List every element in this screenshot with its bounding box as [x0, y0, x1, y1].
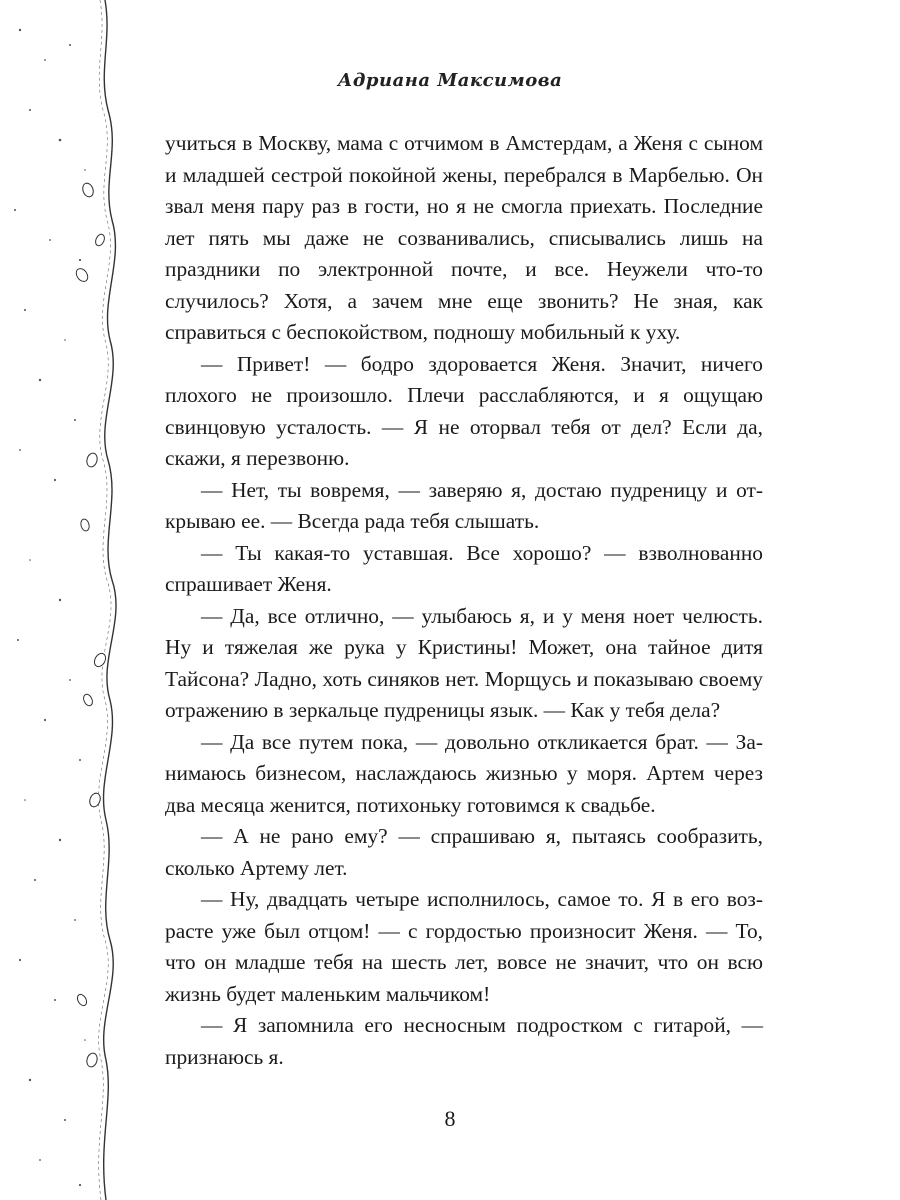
body-text: [165, 128, 763, 1073]
paragraph: — Я запомнила его несносным подростком с гитарой, — признаюсь я.: [165, 1013, 763, 1069]
decorative-seashore-border: [0, 0, 150, 1200]
paragraph: учиться в Москву, мама с отчимом в Амстердам, а Женя с сыном и младшей сестрой покойной жены, перебрался в Марбелью. Он звал меня пару раз в гости, но я не смогла приехать. Последние лет пять мы даже не созванивались, списывались лишь на праздники по электронной почте, и все. Неужели что-то случилось? Хотя, а зачем мне еще звонить? Не зная, как справиться с беспокойством, подношу мобильный к уху.: [165, 131, 763, 344]
shell-icons: [74, 182, 108, 1068]
paragraph: — А не рано ему? — спрашиваю я, пытаясь сообразить, сколько Артему лет.: [165, 824, 763, 880]
running-header-author: Адриана Максимова: [337, 70, 563, 91]
paragraph: — Нет, ты вовремя, — заверяю я, достаю пудреницу и открываю ее. — Всегда рада тебя слышать.: [165, 477, 763, 533]
shoreline-wave: [104, 0, 117, 1200]
paragraph: — Да, все отлично, — улыбаюсь я, и у меня ноет челюсть. Ну и тяжелая же рука у Кристины! Может, она тайное дитя Тайсона? Ладно, хоть синяков нет. Морщусь и показываю своему отражению в зеркальце пудреницы язык. — Как у тебя дела?: [165, 603, 763, 722]
paragraph: — Да все путем пока, — довольно откликается брат. — Занимаюсь бизнесом, наслаждаюсь жизнью у моря. Артем через два месяца женится, потихоньку готовимся к свадьбе.: [165, 729, 763, 817]
paragraph: — Привет! — бодро здоровается Женя. Значит, ничего плохого не произошло. Плечи расслабляются, и я ощущаю свинцовую усталость. — Я не оторвал тебя от дел? Если да, скажи, я перезвоню.: [165, 351, 763, 470]
sand-dots: [14, 29, 86, 1186]
page-number: 8: [444, 1106, 456, 1131]
paragraph: — Ну, двадцать четыре исполнилось, самое то. Я в его возрасте уже был отцом! — с гордостью произносит Женя. — То, что он младше тебя на шесть лет, вовсе не значит, что он всю жизнь будет маленьким мальчиком!: [165, 887, 763, 1006]
paragraph: — Ты какая-то уставшая. Все хорошо? — взволнованно спрашивает Женя.: [165, 540, 763, 596]
